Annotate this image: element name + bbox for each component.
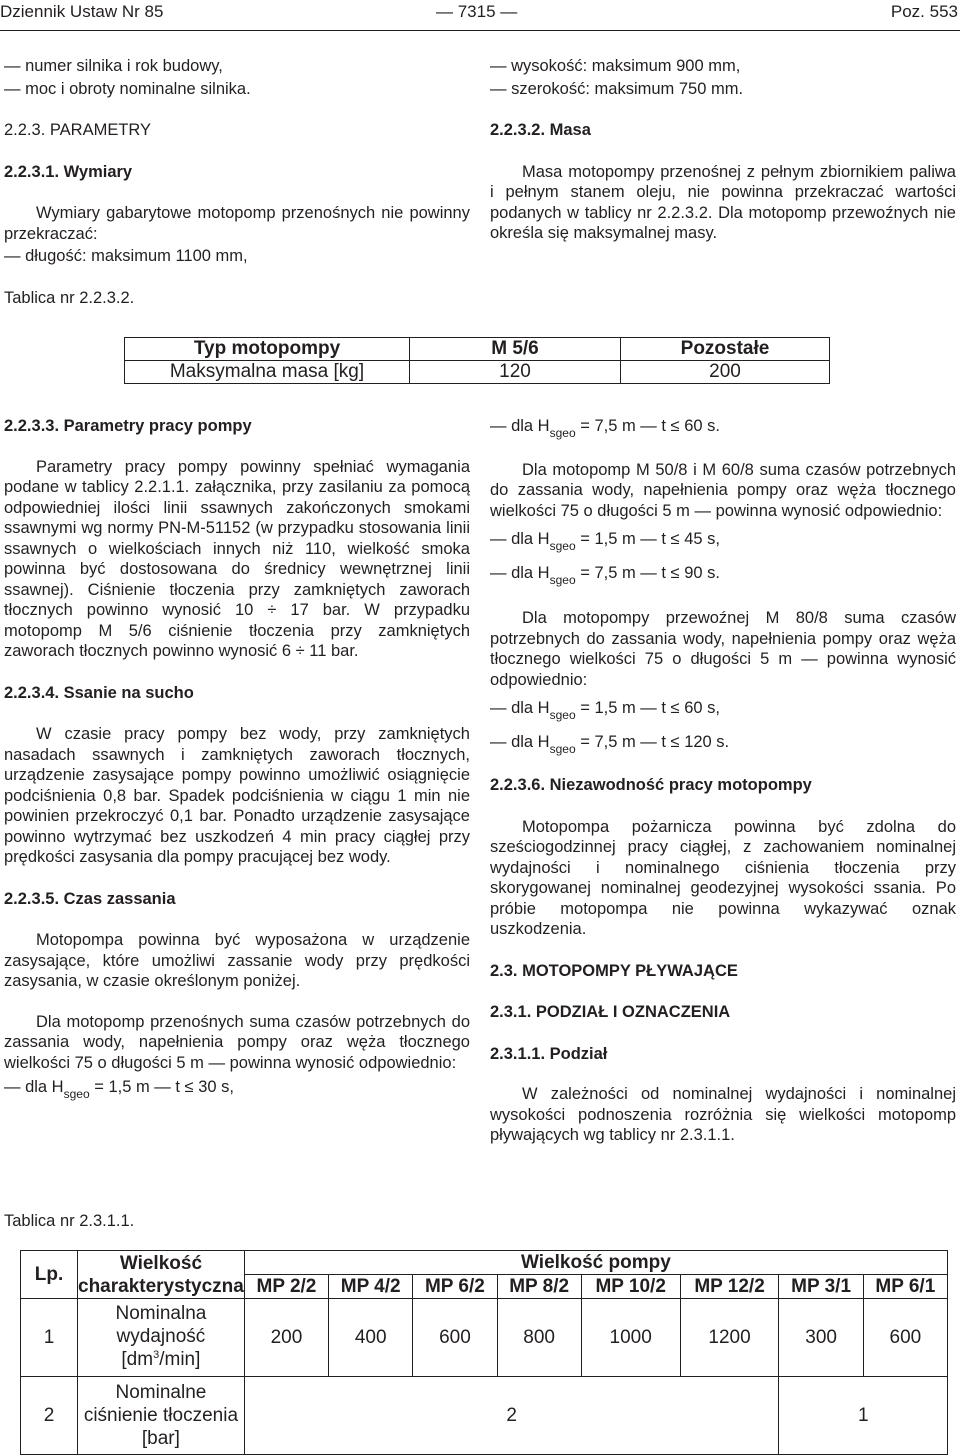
page-header xyxy=(0,0,960,31)
formula-t45-prefix: — dla H xyxy=(490,530,550,548)
section-heading-ssanie: 2.2.3.4. Ssanie na sucho xyxy=(4,683,194,702)
formula-t60a-value: = 7,5 m — t ≤ 60 s. xyxy=(575,417,720,435)
bullet-length: — długość: maksimum 1100 mm, xyxy=(4,247,248,265)
section-heading-wymiary: 2.2.3.1. Wymiary xyxy=(4,162,133,181)
paragraph-czas-1: Motopompa powinna być wyposażona w urządzenie zasysające, które umożliwi zassanie wody przy prędkości zasysania, w czasie określonym poniżej. xyxy=(4,931,470,990)
table2-size-mp-4-2: MP 4/2 xyxy=(329,1275,413,1299)
formula-t60a-subscript: sgeo xyxy=(549,426,576,440)
bullet-height: — wysokość: maksimum 900 mm, xyxy=(490,57,741,75)
section-heading-podzial: 2.3.1.1. Podział xyxy=(490,1044,608,1063)
table2-row1-label-sup: 3 xyxy=(153,1348,160,1361)
formula-t60b-prefix: — dla H xyxy=(490,699,550,717)
formula-t45 xyxy=(490,529,956,551)
table2-row1-value: 1200 xyxy=(680,1299,779,1377)
paragraph-wymiary: Wymiary gabarytowe motopomp przenośnych nie powinny przekraczać: xyxy=(4,204,470,243)
paragraph-masa: Masa motopompy przenośnej z pełnym zbiornikiem paliwa i pełnym stanem oleju, nie powinna przekraczać wartości podanych w tablicy nr 2.2.3.2. Dla motopomp przewoźnych nie określa się maksymalnej masy. xyxy=(490,162,956,242)
formula-t120-prefix: — dla H xyxy=(490,732,550,751)
table1-cell-m56: 120 xyxy=(410,361,621,384)
formula-t30-value: = 1,5 m — t ≤ 30 s, xyxy=(89,1078,234,1096)
table2-header-row-1 xyxy=(21,1251,948,1275)
table2-size-mp-8-2: MP 8/2 xyxy=(497,1275,581,1299)
paragraph-param-pracy: Parametry pracy pompy powinny spełniać wymagania podane w tablicy 2.2.1.1. załącznika, przy zasilaniu za pomocą odpowiedniej ilości linii ssawnych zakończonych smokami ssawnymi wg normy PN-M-51152 (w przypadku stosowania linii ssawnych o wielkościach innych niż 110, wielkość smoka powinna być dostosowana do średnicy wewnętrznej linii ssawnej). Ciśnienie tłoczenia przy zamkniętych zaworach tłocznych powinno wynosić 10 ÷ 17 bar. W przypadku motopomp M 5/6 ciśnienie tłoczenia przy zamkniętych zaworach tłocznych powinno wynosić 6 ÷ 11 bar. xyxy=(4,457,470,660)
table2-row-flow xyxy=(21,1299,948,1377)
table-max-mass xyxy=(124,337,830,384)
table2-row1-label xyxy=(78,1299,245,1377)
table1-header-m56: M 5/6 xyxy=(410,338,621,361)
formula-t30-subscript: sgeo xyxy=(63,1087,90,1101)
paragraph-podzial: W zależności od nominalnej wydajności i nominalnej wysokości podnoszenia rozróżnia się wielkości motopomp pływających wg tablicy nr 2.3.1.1. xyxy=(490,1085,956,1144)
formula-t120-subscript: sgeo xyxy=(549,741,576,756)
table2-size-mp-10-2: MP 10/2 xyxy=(581,1275,680,1299)
table2-row1-label-text: Nominalna wydajność [dm xyxy=(115,1302,207,1370)
table2-row2-label: Nominalne ciśnienie tłoczenia [bar] xyxy=(78,1377,245,1455)
formula-t45-subscript: sgeo xyxy=(549,539,576,553)
table2-row1-value: 200 xyxy=(244,1299,328,1377)
bullet-width: — szerokość: maksimum 750 mm. xyxy=(490,79,744,98)
table2-row1-value: 600 xyxy=(863,1299,947,1377)
formula-t90 xyxy=(490,563,956,585)
table2-row1-value: 600 xyxy=(413,1299,497,1377)
formula-t45-value: = 1,5 m — t ≤ 45 s, xyxy=(575,530,720,548)
table2-size-mp-6-1: MP 6/1 xyxy=(863,1275,947,1299)
table-pump-sizes xyxy=(20,1250,948,1455)
bullet-engine-power: — moc i obroty nominalne silnika. xyxy=(4,79,251,98)
paragraph-niezawodnosc: Motopompa pożarnicza powinna być zdolna do sześciogodzinnej pracy ciągłej, z zachowaniem nominalnej wydajności i nominalnego ciśnienia tłoczenia przy skorygowanej nominalnej geodezyjnej wysokości ssania. Po próbie motopompa nie powinna wykazywać oznak uszkodzenia. xyxy=(490,817,956,938)
formula-t60b-subscript: sgeo xyxy=(549,708,576,722)
table1-header-row xyxy=(125,338,830,361)
section-heading-masa: 2.2.3.2. Masa xyxy=(490,121,591,139)
section-heading-plywajace: 2.3. MOTOPOMPY PŁYWAJĄCE xyxy=(490,961,738,980)
formula-t120-value: = 7,5 m — t ≤ 120 s. xyxy=(575,732,730,751)
paragraph-czas-2: Dla motopomp przenośnych suma czasów potrzebnych do zassania wody, napełnienia pompy oraz węża tłocznego wielkości 75 o długości 5 m — powinna wynosić odpowiednio: xyxy=(4,1012,470,1072)
paragraph-ssanie: W czasie pracy pompy bez wody, przy zamkniętych nasadach ssawnych i zamkniętych zaworach tłocznych, urządzenie zasysające pompy powinno umożliwić osiągnięcie podciśnienia 0,8 bar. Spadek podciśnienia w ciągu 1 min nie powinien przekroczyć 0,1 bar. Ponadto urządzenie zasysające powinno wytrzymać bez uszkodzeń 4 min pracy ciągłej przy prędkości zasysania dla pompy pracującej bez wody. xyxy=(4,725,470,866)
section-heading-param-pracy: 2.2.3.3. Parametry pracy pompy xyxy=(4,417,252,435)
formula-t120 xyxy=(490,732,956,754)
formula-t30 xyxy=(4,1077,470,1099)
section-heading-parametry: 2.2.3. PARAMETRY xyxy=(4,121,152,139)
right-column-bottom xyxy=(490,416,956,1146)
table2-row1-label-end: /min] xyxy=(159,1348,201,1370)
table2-row-pressure xyxy=(21,1377,948,1455)
journal-title: Dziennik Ustaw Nr 85 xyxy=(0,2,164,21)
formula-t60a-prefix: — dla H xyxy=(490,417,550,435)
formula-t60a xyxy=(490,416,956,438)
left-column-bottom xyxy=(4,416,470,1099)
table2-row1-value: 400 xyxy=(329,1299,413,1377)
formula-t90-value: = 7,5 m — t ≤ 90 s. xyxy=(575,563,720,582)
table2-size-mp-3-1: MP 3/1 xyxy=(779,1275,863,1299)
formula-t90-prefix: — dla H xyxy=(490,563,550,582)
table2-size-mp-6-2: MP 6/2 xyxy=(413,1275,497,1299)
formula-t60b xyxy=(490,698,956,720)
table2-header-characteristic: Wielkość charakterystyczna xyxy=(78,1252,244,1297)
table2-size-mp-2-2: MP 2/2 xyxy=(244,1275,328,1299)
position-number: Poz. 553 xyxy=(890,2,958,21)
table1-header-other: Pozostałe xyxy=(621,338,830,361)
paragraph-m50: Dla motopomp M 50/8 i M 60/8 suma czasów potrzebnych do zassania wody, napełnienia pompy oraz węża tłocznego wielkości 75 o długości 5 m — powinna wynosić odpowiednio: xyxy=(490,460,956,520)
table2-header-pump-size: Wielkość pompy xyxy=(244,1251,947,1275)
bullet-engine-number: — numer silnika i rok budowy, xyxy=(4,57,223,75)
paragraph-m80: Dla motopompy przewoźnej M 80/8 suma czasów potrzebnych do zassania wody, napełnienia pompy oraz węża tłocznego wielkości 75 o długości 5 m — powinna wynosić odpowiednio: xyxy=(490,609,956,689)
table2-row1-lp: 1 xyxy=(21,1299,78,1377)
table2-caption: Tablica nr 2.3.1.1. xyxy=(4,1212,135,1230)
table2-row2-value-two-stage: 2 xyxy=(244,1377,779,1455)
table2-row1-value: 800 xyxy=(497,1299,581,1377)
table2-row1-value: 1000 xyxy=(581,1299,680,1377)
table1-cell-label: Maksymalna masa [kg] xyxy=(125,361,410,384)
formula-t30-prefix: — dla H xyxy=(4,1078,64,1096)
formula-t60b-value: = 1,5 m — t ≤ 60 s, xyxy=(575,699,720,717)
table2-size-mp-12-2: MP 12/2 xyxy=(680,1275,779,1299)
formula-t90-subscript: sgeo xyxy=(549,572,576,587)
table1-row xyxy=(125,361,830,384)
table2-row1-value: 300 xyxy=(779,1299,863,1377)
table2-header-lp: Lp. xyxy=(21,1251,78,1299)
table2-row2-lp: 2 xyxy=(21,1377,78,1455)
table1-header-type: Typ motopompy xyxy=(125,338,410,361)
left-column-top xyxy=(4,56,470,267)
right-column-top xyxy=(490,56,956,244)
section-heading-niezawodnosc: 2.2.3.6. Niezawodność pracy motopompy xyxy=(490,776,812,794)
section-heading-czas: 2.2.3.5. Czas zassania xyxy=(4,889,176,908)
page-number: — 7315 — xyxy=(436,2,518,21)
table1-cell-other: 200 xyxy=(621,361,830,384)
table2-row2-value-one-stage: 1 xyxy=(779,1377,948,1455)
table1-caption: Tablica nr 2.2.3.2. xyxy=(4,289,135,307)
section-heading-podzial-oznaczenia: 2.3.1. PODZIAŁ I OZNACZENIA xyxy=(490,1003,731,1021)
